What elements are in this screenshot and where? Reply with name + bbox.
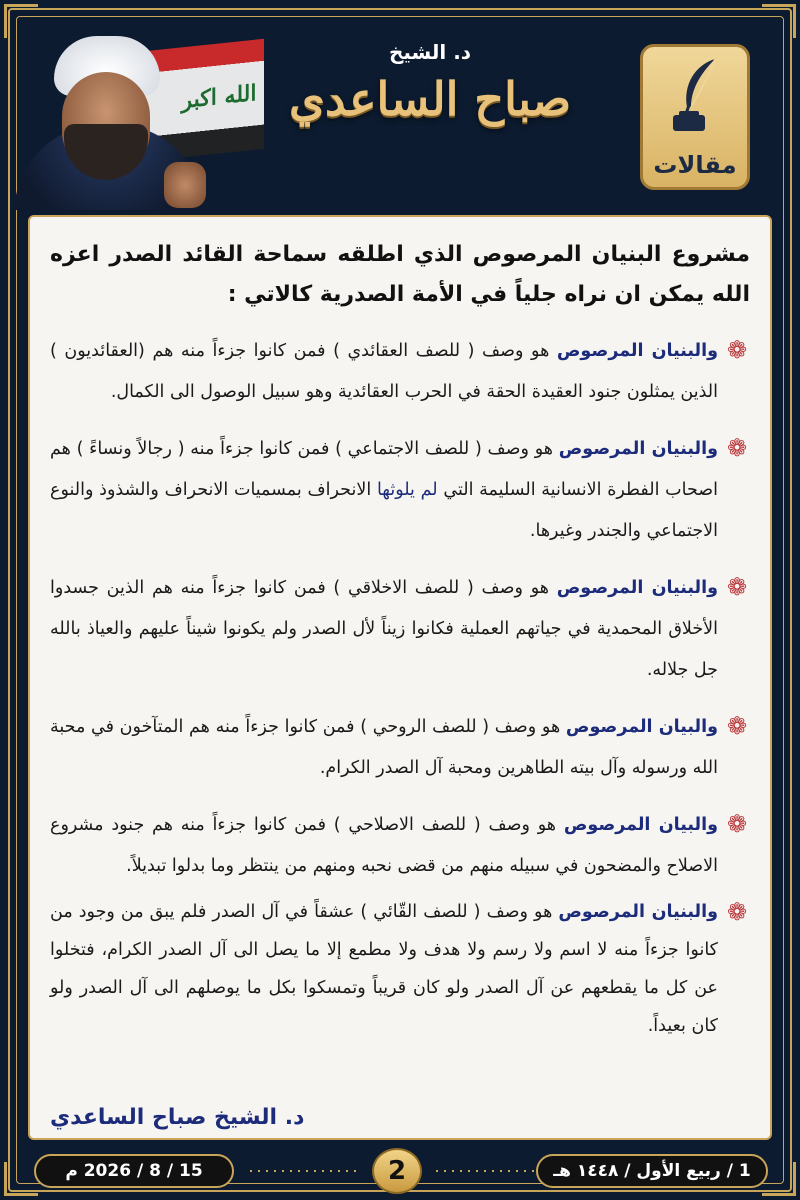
item-body: هو وصف ( للصف العقائدي ) فمن كانوا جزءاً منه هم (العقائديون ) الذين يمثلون جنود العقيدة الحقة في الحرب العقائدية وهو سبيل الوصول الى الكمال. bbox=[50, 341, 718, 402]
header bbox=[0, 0, 800, 215]
list-item-text bbox=[50, 331, 718, 413]
item-body: هو وصف ( للصف الروحي ) فمن كانوا جزءاً منه هم المتآخون في محبة الله ورسوله وآل بيته الطاهرين ومحبة آل الصدر الكرام. bbox=[50, 717, 718, 778]
item-body: هو وصف ( للصف القّائي ) عشقاً في آل الصدر فلم يبق من وجود من كانوا جزءاً منه لا اسم ولا رسم ولا هدف ولا مطمع إلا ما يصل الى آل الصدر الكرام، فتخلوا عن كل ما يقطعهم عن آل الصدر ولو كان قريباً وتمسكوا بكل ما يوصلهم الى آل الصدر ولو كان بعيداً. bbox=[50, 902, 718, 1036]
item-lead: والبنيان المرصوص bbox=[558, 902, 718, 922]
author-portrait bbox=[14, 14, 264, 210]
item-body: هو وصف ( للصف الاصلاحي ) فمن كانوا جزءاً منه هم جنود مشروع الاصلاح والمضحون في سبيله منهم من قضى نحبه ومنهم من ينتظر وما بدلوا تبديلاً. bbox=[50, 815, 718, 876]
list-item bbox=[50, 568, 750, 691]
list-item bbox=[50, 805, 750, 887]
portrait-fist bbox=[164, 162, 206, 208]
list-item-text bbox=[50, 568, 718, 691]
footer-divider-left bbox=[250, 1169, 360, 1173]
list-item-text bbox=[50, 707, 718, 789]
footer-divider-right bbox=[436, 1169, 546, 1173]
list-item bbox=[50, 893, 750, 1045]
author-signature: د. الشيخ صباح الساعدي bbox=[50, 1105, 305, 1130]
list-item bbox=[50, 429, 750, 552]
author-name-title: صباح الساعدي bbox=[288, 72, 572, 126]
item-body-cont: الانحراف بمسميات الانحراف والشذوذ والنوع الاجتماعي والجندر وغيرها. bbox=[50, 480, 718, 541]
hijri-date: 1 / ربيع الأول / ١٤٤٨ هـ bbox=[536, 1154, 768, 1188]
ornament-icon: ❁ bbox=[726, 712, 748, 740]
list-item-text bbox=[50, 805, 718, 887]
list-item bbox=[50, 707, 750, 789]
item-lead: والبنيان المرصوص bbox=[556, 341, 718, 361]
flag-text: الله اكبر bbox=[181, 80, 257, 114]
ornament-icon: ❁ bbox=[726, 434, 748, 462]
item-lead: والبيان المرصوص bbox=[563, 815, 718, 835]
author-honorific: د. الشيخ bbox=[388, 40, 472, 64]
item-lead: والبيان المرصوص bbox=[565, 717, 718, 737]
item-body: هو وصف ( للصف الاجتماعي ) فمن كانوا جزءاً منه ( رجالاً ونساءً ) هم اصحاب الفطرة الانسانية السليمة التي bbox=[50, 439, 719, 500]
ornament-icon: ❁ bbox=[726, 573, 748, 601]
ornament-icon: ❁ bbox=[726, 336, 748, 364]
article-intro: مشروع البنيان المرصوص الذي اطلقه سماحة القائد الصدر اعزه الله يمكن ان نراه جلياً في الأمة الصدرية كالاتي : bbox=[50, 242, 750, 307]
quill-inkwell-icon bbox=[665, 55, 725, 135]
ornament-icon: ❁ bbox=[726, 810, 748, 838]
page-number: 2 bbox=[372, 1148, 422, 1194]
list-item-text bbox=[50, 893, 718, 1045]
article-content bbox=[50, 235, 750, 1045]
list-item-text bbox=[50, 429, 718, 552]
item-lead: والبنيان المرصوص bbox=[556, 578, 718, 598]
item-body: هو وصف ( للصف الاخلاقي ) فمن كانوا جزءاً منه هم الذين جسدوا الأخلاق المحمدية في جياتهم العملية فكانوا زيناً لأل الصدر ولم يكونوا شيناً عليهم والعياذ بالله جل جلاله. bbox=[50, 578, 718, 680]
footer bbox=[0, 1140, 800, 1200]
ornament-icon: ❁ bbox=[726, 898, 748, 926]
articles-badge bbox=[640, 44, 750, 190]
list-item bbox=[50, 331, 750, 413]
gregorian-date: 15 / 8 / 2026 م bbox=[34, 1154, 234, 1188]
item-lead: والبنيان المرصوص bbox=[558, 439, 719, 459]
articles-label: مقالات bbox=[653, 151, 737, 179]
item-highlight: لم يلوثها bbox=[376, 480, 438, 500]
